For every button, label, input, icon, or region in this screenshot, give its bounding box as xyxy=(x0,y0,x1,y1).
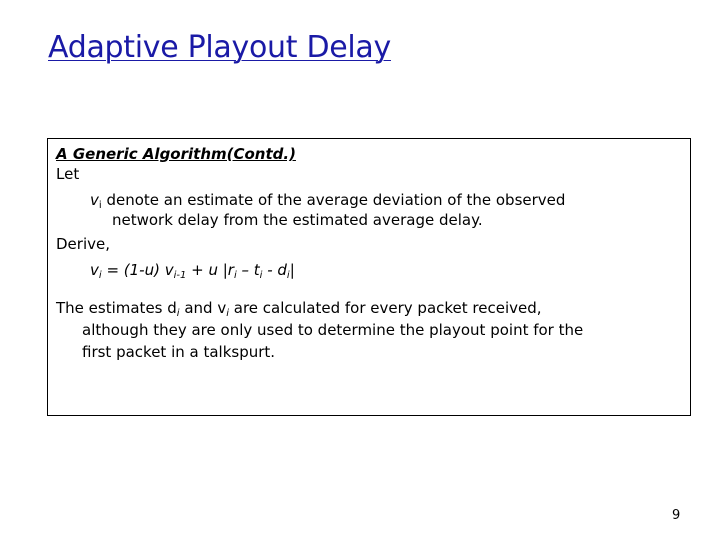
paragraph-line-1 xyxy=(56,299,542,317)
formula-minus-d: - d xyxy=(262,261,287,279)
page-number: 9 xyxy=(672,508,681,523)
para-d-sub: i xyxy=(176,308,180,319)
formula-close: | xyxy=(289,261,295,279)
formula-plus: + u |r xyxy=(186,261,234,279)
para-v-sub: i xyxy=(226,308,229,319)
formula-r-sub: i xyxy=(233,270,237,281)
paragraph-line-3: first packet in a talkspurt. xyxy=(82,343,276,361)
definition-text-1: denote an estimate of the average deviation of the observed xyxy=(101,191,566,209)
formula-prev-sub: i-1 xyxy=(173,270,187,281)
definition-line-2: network delay from the estimated average delay. xyxy=(112,211,483,229)
formula-t-sub: i xyxy=(259,270,263,281)
para-intro: The estimates d xyxy=(56,299,177,317)
let-label: Let xyxy=(56,165,80,183)
formula-lhs: v xyxy=(90,261,99,279)
para-line1-rest: are calculated for every packet received, xyxy=(228,299,542,317)
formula-d-sub: i xyxy=(286,270,290,281)
formula xyxy=(90,261,295,279)
derive-label: Derive, xyxy=(56,235,110,253)
paragraph-line-2: although they are only used to determine the playout point for the xyxy=(82,321,584,339)
formula-mid: = (1-u) v xyxy=(101,261,174,279)
v-symbol: v xyxy=(90,191,99,209)
content-box xyxy=(47,138,691,416)
formula-lhs-sub: i xyxy=(98,270,102,281)
section-heading: A Generic Algorithm(Contd.) xyxy=(56,145,296,163)
v-subscript: i xyxy=(98,200,102,211)
definition-line-1 xyxy=(90,191,565,209)
slide-title: Adaptive Playout Delay xyxy=(48,30,391,65)
formula-minus-t: – t xyxy=(236,261,260,279)
para-and-v: and v xyxy=(179,299,227,317)
